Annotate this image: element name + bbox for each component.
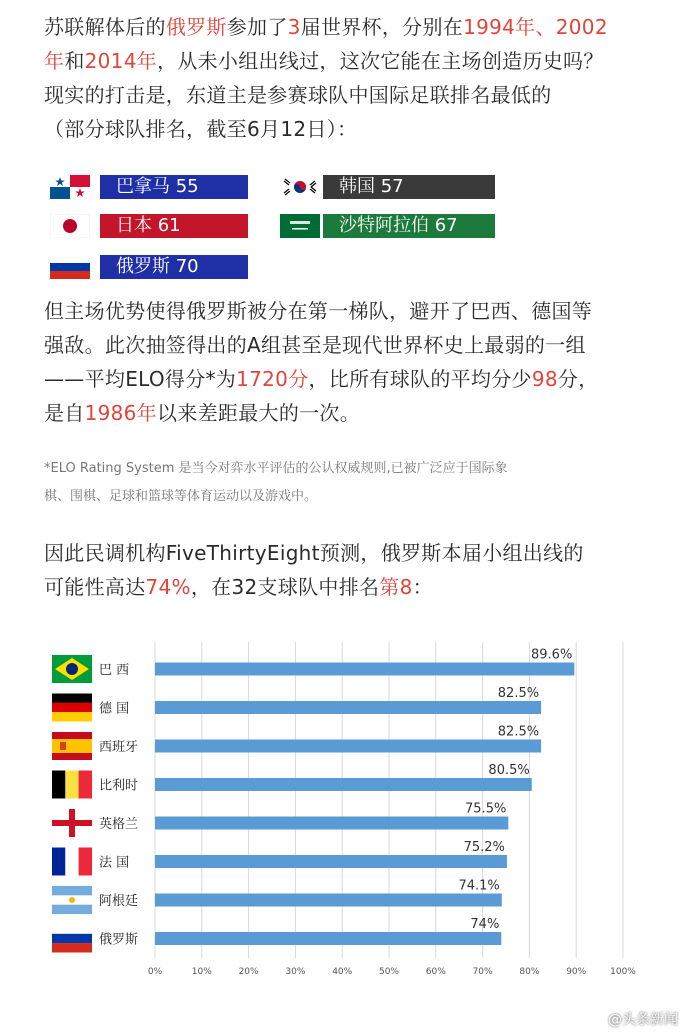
bar [155, 817, 508, 830]
germany-flag-icon [52, 694, 92, 722]
spain-flag-icon [52, 732, 92, 760]
japan-flag-icon [50, 214, 90, 238]
intro-line-4: （部分球队排名，截至6月12日）： [44, 117, 358, 141]
bar [155, 894, 502, 907]
x-tick-label: 30% [285, 967, 306, 977]
ranking-saudi-arabia: 沙特阿拉伯 67 [323, 214, 495, 238]
analysis-paragraph [44, 294, 654, 430]
bar [155, 663, 574, 676]
x-tick-label: 40% [332, 967, 353, 977]
x-tick-label: 90% [566, 967, 587, 977]
saudi-arabia-flag-icon [280, 214, 320, 238]
value-label: 75.5% [465, 801, 507, 817]
england-flag-icon [52, 809, 92, 837]
category-label: 法 国 [99, 855, 130, 871]
intro-line-1: 苏联解体后的俄罗斯参加了3届世界杯，分别在1994年、2002 [44, 15, 608, 39]
x-tick-label: 100% [610, 967, 636, 977]
x-tick-label: 50% [378, 967, 400, 977]
category-label: 德 国 [99, 701, 130, 717]
ranking-south-korea: 韩国 57 [323, 175, 495, 199]
value-label: 89.6% [531, 647, 573, 663]
footnote-line-1: *ELO Rating System 是当今对弈水平评估的公认权威规则,已被广泛应于国际象 [44, 461, 508, 476]
russia-flag-icon [52, 925, 92, 953]
intro-line-3: 现实的打击是，东道主是参赛球队中国际足联排名最低的 [44, 83, 552, 107]
x-tick-label: 0% [147, 967, 163, 977]
ranking-japan: 日本 61 [100, 214, 248, 238]
bar [155, 701, 541, 714]
elo-footnote [44, 455, 649, 511]
analysis-line-2: 强敌。此次抽签得出的A组甚至是现代世界杯史上最弱的一组 [44, 333, 586, 357]
prediction-line-2: 可能性高达74%，在32支球队中排名第8： [44, 575, 433, 599]
watermark: @头条新闻 [608, 1012, 678, 1028]
intro-paragraph [44, 10, 654, 146]
category-label: 阿根廷 [99, 894, 139, 909]
panama-flag-icon [50, 175, 90, 199]
prediction-line-1: 因此民调机构FiveThirtyEight预测，俄罗斯本届小组出线的 [44, 541, 584, 565]
x-tick-label: 80% [519, 967, 540, 977]
brazil-flag-icon [52, 655, 92, 683]
value-label: 80.5% [488, 763, 530, 778]
bar [155, 740, 541, 753]
value-label: 74% [470, 917, 500, 932]
value-label: 74.1% [458, 878, 500, 894]
category-label: 俄罗斯 [99, 932, 139, 948]
bar [155, 778, 532, 791]
belgium-flag-icon [52, 771, 92, 799]
x-tick-label: 70% [472, 967, 493, 977]
value-label: 82.5% [497, 724, 540, 740]
bar [155, 855, 507, 868]
x-tick-label: 20% [238, 967, 259, 977]
qualification-probability-chart [0, 640, 690, 980]
ranking-panama: 巴拿马 55 [100, 175, 248, 199]
prediction-paragraph [44, 536, 654, 604]
analysis-line-3: ——平均ELO得分*为1720分，比所有球队的平均分少98分， [44, 367, 599, 391]
bar [155, 932, 501, 945]
analysis-line-1: 但主场优势使得俄罗斯被分在第一梯队，避开了巴西、德国等 [44, 299, 593, 323]
category-label: 比利时 [99, 778, 139, 794]
intro-line-2: 年和2014年，从未小组出线过，这次它能在主场创造历史吗？ [44, 49, 604, 73]
russia-flag-icon [50, 255, 90, 279]
ranking-russia: 俄罗斯 70 [100, 255, 248, 279]
category-label: 英格兰 [99, 817, 139, 832]
x-tick-label: 60% [425, 967, 446, 977]
footnote-line-2: 棋、围棋、足球和篮球等体育运动以及游戏中。 [44, 489, 318, 504]
south-korea-flag-icon [280, 175, 320, 199]
category-label: 巴 西 [99, 663, 130, 678]
value-label: 82.5% [497, 686, 540, 701]
argentina-flag-icon [52, 886, 92, 914]
analysis-line-4: 是自1986年以来差距最大的一次。 [44, 401, 361, 425]
category-label: 西班牙 [99, 740, 139, 755]
france-flag-icon [52, 848, 92, 876]
value-label: 75.2% [463, 840, 505, 855]
x-tick-label: 10% [191, 967, 212, 977]
